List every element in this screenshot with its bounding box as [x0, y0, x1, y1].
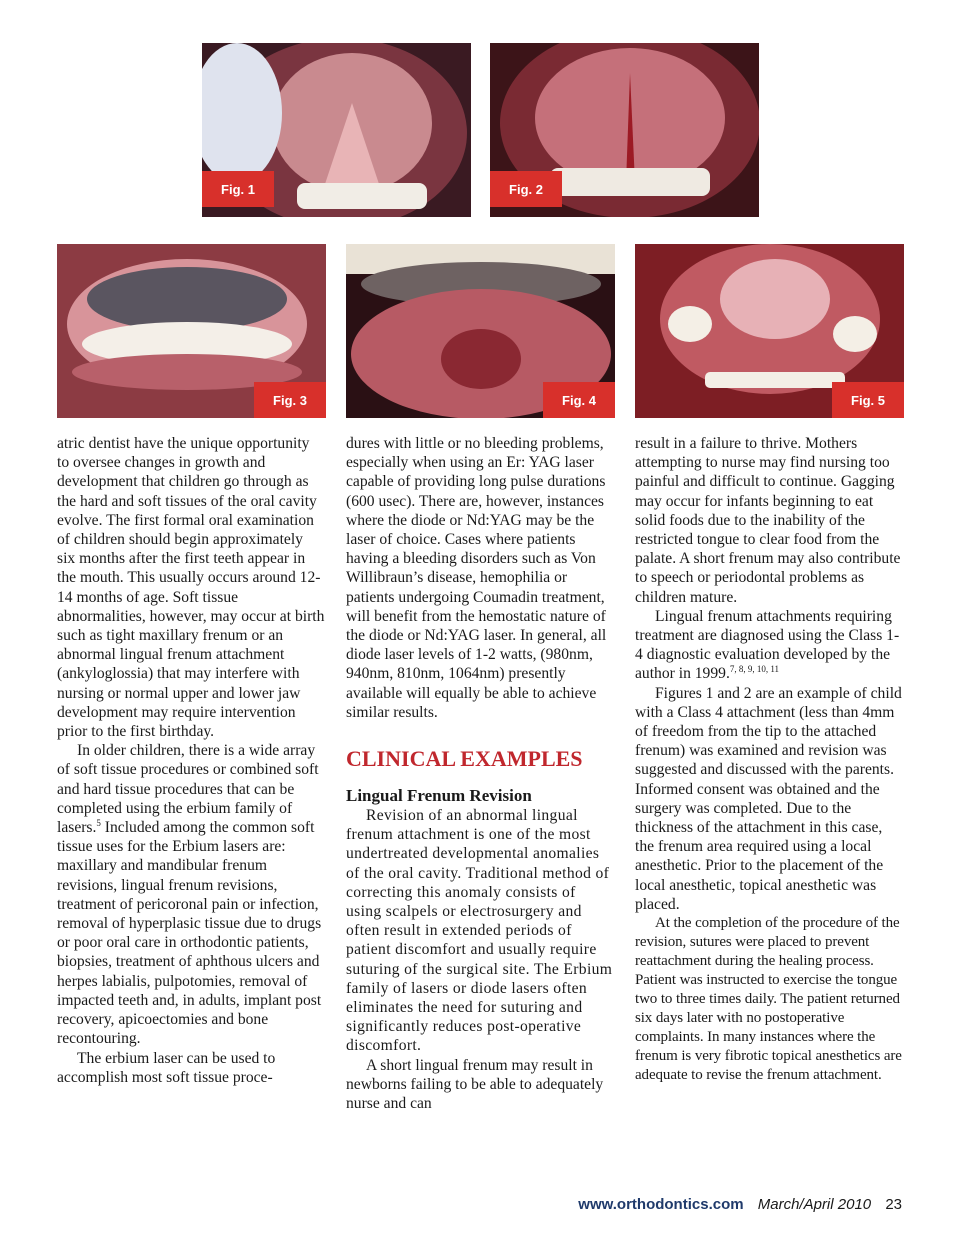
section-heading: CLINICAL EXAMPLES [346, 746, 583, 772]
figure-5-label: Fig. 5 [832, 382, 904, 418]
figure-4 [346, 244, 615, 418]
paragraph: result in a failure to thrive. Mothers attempting to nurse may find nursing too painful and difficult to continue. Gagging may occur for infants beginning to eat solid foods due to the inability of the restricted tongue to clear food from the palate. A short frenum may also contribute to speech or periodontal problems as children mature. [635, 435, 901, 606]
citation: 5 [96, 817, 101, 828]
paragraph: A short lingual frenum may result in newborns failing to be able to adequately nurse and can [346, 1056, 604, 1113]
paragraph-text: Included among the common soft tissue uses for the Erbium lasers are: maxillary and mandibular frenum revisions, lingual frenum revisions, treatment of pericoronal pain or infection, removal of hyperplasic tissue due to drugs or poor oral care in orthodontic patients, biopsies, treatment of aphthous ulcers and herpes labialis, pulpotomies, removal of impacted teeth and, in adults, implant post recovery, apicoectomies and bone recontouring. [57, 819, 322, 1048]
figure-1-label: Fig. 1 [202, 171, 274, 207]
paragraph: Figures 1 and 2 are an example of child with a Class 4 attachment (less than 4mm of freedom from the tip to the attached frenum) was examined and revision was suggested and discussed with the parents. Informed consent was obtained and the surgery was completed. Due to the thickness of the attachment in this case, the frenum area required using a local anesthetic. Prior to the placement of the local anesthetic, topical anesthetic was placed. [635, 684, 902, 913]
text-column-1 [57, 434, 325, 1087]
text-column-3 [635, 434, 903, 1085]
paragraph-text: In older children, there is a wide array of soft tissue procedures or combined soft and hard tissue procedures that can be completed using the erbium family of lasers. [57, 742, 319, 837]
figure-1 [202, 43, 471, 217]
figure-2-label: Fig. 2 [490, 171, 562, 207]
subsection-heading: Lingual Frenum Revision [346, 786, 532, 806]
paragraph: atric dentist have the unique opportunity to oversee changes in growth and development that children go through as the hard and soft tissues of the oral cavity evolve. The first formal oral examination of children should begin approximately six months after the first teeth appear in the mouth. This usually occurs around 12-14 months of age. Soft tissue abnormalities, however, may occur at birth such as tight maxillary frenum or an abnormal lingual frenum attachment (ankyloglossia) that may interfere with nursing or normal upper and lower jaw development may require intervention prior to the first birthday. [57, 435, 325, 741]
figure-3-label: Fig. 3 [254, 382, 326, 418]
paragraph-text: Lingual frenum attachments requiring treatment are diagnosed using the Class 1-4 diagnostic evaluation developed by the author in 1999. [635, 607, 900, 683]
figure-3 [57, 244, 326, 418]
paragraph: At the completion of the procedure of the revision, sutures were placed to prevent reattachment during the healing process. Patient was instructed to exercise the tongue two to three times daily. The patient returned six days later with no postoperative complaints. In many instances where the frenum is very fibrotic topical anesthetics are adequate to revise the frenum attachment. [635, 915, 902, 1084]
page-footer [578, 1196, 902, 1213]
text-column-2 [346, 434, 614, 1113]
paragraph: dures with little or no bleeding problems, especially when using an Er: YAG laser capable of providing long pulse durations (600 usec). There are, however, instances where the diode or Nd:YAG may be the laser of choice. Cases where patients having a bleeding disorders such as Von Willibraun’s disease, hemophilia or patients undergoing Coumadin treatment, will benefit from the hemostatic nature of the diode or Nd:YAG laser. In general, all diode laser levels of 1-2 watts, (980nm, 940nm, 810nm, 1064nm) presently available will equally be able to achieve similar results. [346, 435, 607, 721]
citation: 7, 8, 9, 10, 11 [729, 664, 780, 675]
issue-date: March/April 2010 [757, 1196, 872, 1213]
website-link[interactable]: www.orthodontics.com [578, 1196, 744, 1213]
paragraph: The erbium laser can be used to accomplish most soft tissue proce- [57, 1049, 276, 1086]
figure-2 [490, 43, 759, 217]
paragraph [57, 741, 325, 1048]
paragraph: Revision of an abnormal lingual frenum attachment is one of the most undertreated developmental anomalies of the oral cavity. Traditional method of correcting this anomaly consists of using scalpels or electrosurgery and often result in extended periods of patient discomfort and usually require suturing of the surgical site. The Erbium family of lasers or diode lasers often eliminates the need for suturing and significantly reduces post-operative discomfort. [346, 807, 613, 1055]
figure-4-label: Fig. 4 [543, 382, 615, 418]
paragraph [635, 607, 903, 684]
page-number: 23 [885, 1196, 902, 1213]
figure-5 [635, 244, 904, 418]
